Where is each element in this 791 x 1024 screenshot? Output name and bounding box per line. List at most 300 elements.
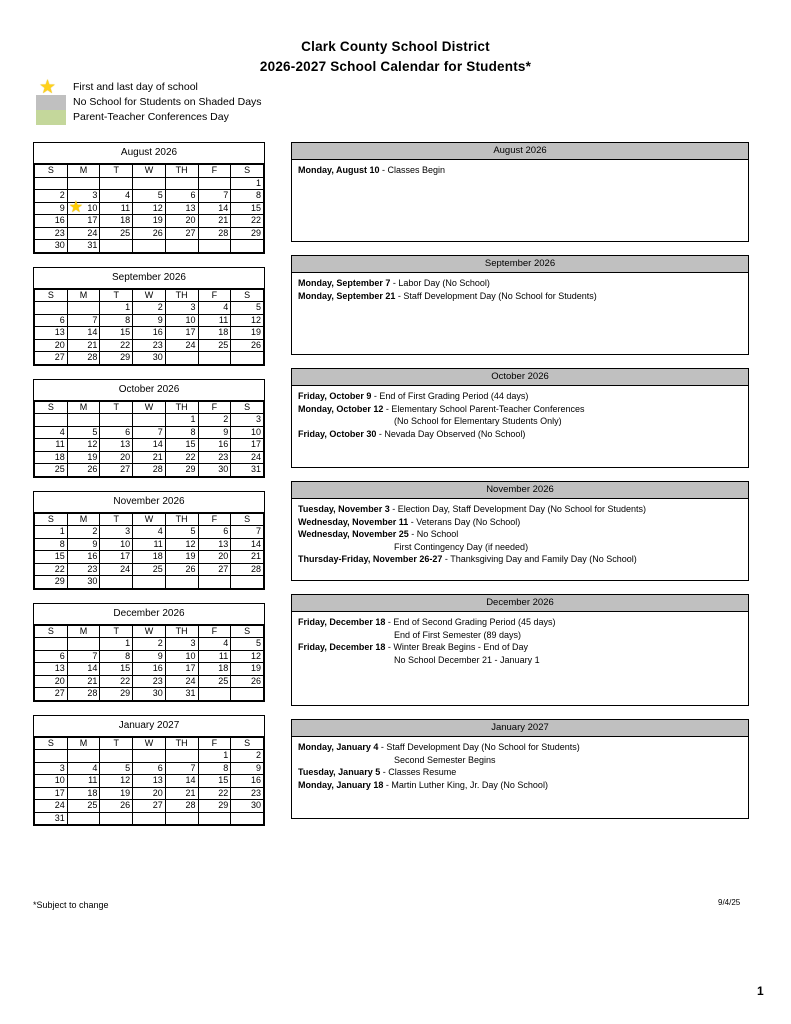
day-number: 9: [255, 762, 261, 773]
weekday-header: S: [231, 165, 264, 178]
weekday-header: T: [100, 401, 133, 414]
day-number: 1: [223, 750, 229, 760]
day-cell: [100, 302, 133, 315]
month-calendar: [33, 379, 265, 478]
empty-cell: [165, 352, 198, 365]
legend-item: [36, 110, 262, 125]
day-cell: [100, 451, 133, 464]
day-number: 12: [250, 650, 261, 661]
day-number: 5: [92, 426, 98, 437]
day-number: 14: [218, 202, 229, 213]
day-cell: [35, 426, 68, 439]
weekday-header-row: [35, 737, 264, 750]
day-number: 6: [59, 650, 65, 661]
empty-cell: [231, 352, 264, 365]
day-cell: [67, 576, 100, 589]
notes-date: Tuesday, November 3: [298, 504, 390, 514]
day-cell: [100, 426, 133, 439]
day-cell: [165, 638, 198, 651]
day-number: 17: [54, 787, 65, 798]
day-cell: [165, 327, 198, 340]
day-number: 24: [87, 227, 98, 238]
day-cell: [165, 451, 198, 464]
empty-cell: [133, 177, 166, 190]
notes-text: - Thanksgiving Day and Family Day (No School): [442, 554, 637, 564]
day-cell: [100, 663, 133, 676]
week-row: [35, 302, 264, 315]
notes-date: Monday, October 12: [298, 403, 384, 414]
day-number: 13: [185, 202, 196, 213]
weekday-header: S: [35, 289, 68, 302]
month-notes: [291, 142, 749, 242]
legend-item-label: First and last day of school: [73, 81, 198, 93]
week-row: [35, 202, 264, 215]
day-number: 2: [157, 302, 163, 312]
day-number: 7: [255, 526, 261, 536]
notes-text: - Staff Development Day (No School for Students): [395, 290, 597, 301]
day-cell: [67, 426, 100, 439]
day-number: 29: [120, 688, 131, 698]
day-number: 2: [223, 414, 229, 424]
day-cell: [67, 663, 100, 676]
day-number: 27: [54, 688, 65, 698]
day-cell: [165, 302, 198, 315]
day-number: 30: [87, 576, 98, 586]
day-cell: [100, 190, 133, 203]
day-number: 30: [250, 800, 261, 810]
day-number: 30: [54, 240, 65, 250]
day-number: 11: [153, 538, 163, 549]
notes-date: Friday, December 18: [298, 642, 386, 652]
day-cell: [35, 688, 68, 701]
notes-line: [298, 766, 742, 779]
week-row: [35, 414, 264, 427]
week-row: [35, 464, 264, 477]
weekday-header: TH: [165, 625, 198, 638]
day-cell: [231, 451, 264, 464]
day-number: 3: [125, 526, 131, 536]
weekday-header: F: [198, 513, 231, 526]
notes-date: Monday, January 18: [298, 779, 384, 790]
empty-cell: [198, 352, 231, 365]
day-cell: [165, 650, 198, 663]
day-number: 12: [87, 439, 98, 449]
day-cell: [67, 327, 100, 340]
day-number: 23: [87, 563, 98, 574]
empty-cell: [165, 240, 198, 253]
day-cell: [133, 327, 166, 340]
day-cell: [165, 215, 198, 228]
day-number: 6: [125, 426, 131, 437]
day-cell: [67, 688, 100, 701]
weekday-header: TH: [165, 165, 198, 178]
day-number: 10: [87, 202, 98, 213]
empty-cell: [133, 414, 166, 427]
day-cell: [100, 439, 133, 452]
day-number: 1: [59, 526, 65, 536]
day-number: 19: [87, 451, 98, 462]
day-cell: [165, 202, 198, 215]
day-number: 28: [185, 800, 196, 810]
day-number: 7: [223, 190, 229, 200]
weekday-header: W: [133, 513, 166, 526]
day-number: 17: [250, 439, 261, 449]
notes-body: [292, 273, 748, 308]
month-title: October 2026: [34, 380, 264, 401]
day-cell: [35, 240, 68, 253]
day-cell: [165, 762, 198, 775]
notes-text: - End of First Grading Period (44 days): [371, 391, 529, 401]
day-cell: [231, 800, 264, 813]
day-cell: [67, 787, 100, 800]
day-cell: [198, 750, 231, 763]
day-cell: [165, 526, 198, 539]
notes-date: Friday, October 9: [298, 391, 372, 401]
day-number: 24: [185, 675, 196, 686]
notes-line: [298, 164, 742, 177]
day-cell: [100, 314, 133, 327]
day-number: 27: [218, 563, 229, 574]
day-cell: [67, 215, 100, 228]
day-cell: [198, 538, 231, 551]
day-cell: [231, 302, 264, 315]
day-cell: [198, 762, 231, 775]
notes-date: Monday, September 7: [298, 278, 391, 288]
day-cell: [133, 426, 166, 439]
empty-cell: [67, 414, 100, 427]
weekday-header: T: [100, 513, 133, 526]
day-number: 13: [152, 775, 163, 785]
day-cell: [67, 464, 100, 477]
day-number: 24: [54, 800, 65, 810]
week-row: [35, 339, 264, 352]
calendar-column: [33, 142, 265, 839]
day-number: 17: [120, 551, 131, 561]
day-cell: [165, 688, 198, 701]
day-cell: [231, 750, 264, 763]
day-cell: [198, 451, 231, 464]
day-number: 14: [152, 439, 163, 449]
empty-cell: [100, 414, 133, 427]
day-cell: [231, 787, 264, 800]
day-number: 12: [120, 775, 131, 785]
day-number: 21: [218, 215, 229, 225]
day-number: 10: [54, 775, 65, 785]
day-number: 14: [87, 663, 98, 673]
notes-date: Monday, January 4: [298, 742, 379, 752]
day-cell: [133, 451, 166, 464]
empty-cell: [231, 688, 264, 701]
day-cell: [67, 339, 100, 352]
legend-item-label: No School for Students on Shaded Days: [73, 96, 262, 108]
day-cell: [35, 563, 68, 576]
notes-date: Tuesday, January 5: [298, 767, 381, 777]
month-grid: [34, 737, 264, 826]
day-cell: [198, 414, 231, 427]
day-number: 5: [157, 190, 163, 200]
day-cell: [198, 551, 231, 564]
week-row: [35, 426, 264, 439]
legend: [36, 77, 262, 125]
weekday-header-row: [35, 513, 264, 526]
notes-column: [291, 142, 749, 832]
day-cell: [100, 762, 133, 775]
day-number: 31: [185, 688, 196, 698]
day-number: 6: [157, 762, 163, 773]
day-cell: [198, 339, 231, 352]
empty-cell: [231, 240, 264, 253]
day-number: 4: [157, 526, 163, 536]
day-number: 27: [54, 352, 65, 362]
month-grid: [34, 164, 264, 253]
day-cell: [231, 775, 264, 788]
day-cell: [67, 762, 100, 775]
empty-cell: [100, 576, 133, 589]
day-cell: [165, 414, 198, 427]
empty-cell: [198, 177, 231, 190]
day-cell: [35, 675, 68, 688]
day-number: 21: [185, 787, 196, 798]
day-number: 12: [152, 202, 163, 213]
day-number: 26: [120, 800, 131, 810]
day-cell: [231, 663, 264, 676]
day-cell: [35, 762, 68, 775]
day-cell: [67, 800, 100, 813]
weekday-header: TH: [165, 401, 198, 414]
day-cell: [100, 551, 133, 564]
day-number: 28: [87, 688, 98, 698]
day-number: 23: [250, 787, 261, 798]
day-number: 25: [54, 464, 65, 474]
day-number: 19: [250, 663, 261, 673]
day-cell: [67, 526, 100, 539]
day-number: 21: [87, 339, 98, 350]
day-cell: [198, 650, 231, 663]
day-cell: [100, 352, 133, 365]
day-cell: [35, 464, 68, 477]
day-cell: [100, 327, 133, 340]
day-cell: [133, 215, 166, 228]
day-cell: [198, 314, 231, 327]
day-number: 3: [190, 302, 196, 312]
day-cell: [35, 227, 68, 240]
weekday-header: M: [67, 513, 100, 526]
empty-cell: [165, 812, 198, 825]
day-cell: [133, 302, 166, 315]
week-row: [35, 227, 264, 240]
day-number: 9: [157, 650, 163, 661]
day-cell: [35, 526, 68, 539]
day-number: 29: [120, 352, 131, 362]
day-cell: [198, 800, 231, 813]
week-row: [35, 762, 264, 775]
day-cell: [133, 675, 166, 688]
day-number: 4: [125, 190, 131, 200]
day-cell: [67, 551, 100, 564]
weekday-header: F: [198, 401, 231, 414]
weekday-header: TH: [165, 513, 198, 526]
weekday-header: F: [198, 289, 231, 302]
empty-cell: [67, 177, 100, 190]
notes-text: - Elementary School Parent-Teacher Conferences: [383, 403, 585, 414]
day-number: 7: [92, 314, 98, 325]
weekday-header: S: [35, 401, 68, 414]
day-number: 9: [92, 538, 98, 549]
empty-cell: [100, 812, 133, 825]
day-cell: [165, 538, 198, 551]
week-row: [35, 215, 264, 228]
day-cell: [67, 775, 100, 788]
notes-body: [292, 160, 748, 183]
day-cell: [67, 352, 100, 365]
empty-cell: [133, 240, 166, 253]
day-cell: [231, 650, 264, 663]
notes-line: [298, 415, 742, 428]
day-cell: [198, 563, 231, 576]
day-cell: [231, 202, 264, 215]
day-number: 13: [218, 538, 229, 549]
day-cell: [67, 227, 100, 240]
day-cell: [231, 227, 264, 240]
day-cell: [231, 762, 264, 775]
notes-text: - End of Second Grading Period (45 days): [385, 617, 556, 627]
day-cell: [133, 563, 166, 576]
month-notes: [291, 719, 749, 819]
day-cell: [35, 775, 68, 788]
weekday-header: M: [67, 401, 100, 414]
day-number: 11: [120, 202, 131, 213]
day-number: 4: [59, 426, 65, 437]
day-number: 28: [152, 464, 163, 474]
empty-cell: [100, 177, 133, 190]
day-number: 23: [152, 339, 163, 350]
day-cell: [133, 787, 166, 800]
notes-text: First Contingency Day (if needed): [394, 541, 529, 552]
day-number: 15: [250, 202, 261, 213]
weekday-header-row: [35, 401, 264, 414]
day-number: 5: [190, 526, 196, 536]
empty-cell: [198, 240, 231, 253]
day-number: 15: [120, 663, 131, 673]
day-number: 31: [54, 812, 65, 823]
day-number: 8: [223, 762, 229, 773]
weekday-header: S: [231, 625, 264, 638]
notes-date: Thursday-Friday, November 26-27: [298, 554, 443, 564]
day-number: 15: [218, 775, 229, 785]
weekday-header: M: [67, 737, 100, 750]
legend-item-label: Parent-Teacher Conferences Day: [73, 111, 229, 123]
empty-cell: [198, 812, 231, 825]
day-cell: [165, 800, 198, 813]
week-row: [35, 551, 264, 564]
notes-text: End of First Semester (89 days): [394, 629, 522, 640]
day-number: 9: [59, 202, 65, 213]
day-cell: [133, 526, 166, 539]
notes-text: - Labor Day (No School): [390, 278, 490, 288]
week-row: [35, 538, 264, 551]
week-row: [35, 439, 264, 452]
day-number: 28: [87, 352, 98, 362]
weekday-header-row: [35, 165, 264, 178]
day-cell: [231, 314, 264, 327]
day-number: 27: [185, 227, 196, 238]
week-row: [35, 787, 264, 800]
day-number: 1: [255, 177, 261, 188]
day-number: 8: [190, 426, 196, 437]
empty-cell: [67, 750, 100, 763]
page-number: 1: [757, 984, 764, 998]
notes-body: [292, 499, 748, 572]
week-row: [35, 526, 264, 539]
week-row: [35, 190, 264, 203]
day-number: 13: [54, 327, 65, 337]
empty-cell: [35, 750, 68, 763]
notes-date: Wednesday, November 25: [298, 529, 409, 539]
day-number: 2: [255, 750, 261, 760]
day-cell: [165, 551, 198, 564]
day-number: 30: [152, 688, 163, 698]
day-number: 22: [218, 787, 229, 798]
notes-line: [298, 541, 742, 554]
empty-cell: [35, 638, 68, 651]
empty-cell: [133, 812, 166, 825]
day-number: 29: [218, 800, 229, 810]
notes-text: - Election Day, Staff Development Day (No School for Students): [389, 504, 646, 514]
day-cell: [231, 563, 264, 576]
day-number: 30: [218, 464, 229, 474]
day-cell: [133, 688, 166, 701]
day-number: 18: [54, 451, 65, 462]
day-number: 22: [120, 339, 131, 350]
day-cell: [35, 663, 68, 676]
subject-to-change-note: *Subject to change: [33, 900, 109, 910]
day-number: 11: [218, 314, 229, 325]
day-cell: [198, 190, 231, 203]
weekday-header: F: [198, 625, 231, 638]
star-glyph: ★: [39, 77, 57, 98]
day-number: 23: [54, 227, 65, 238]
empty-cell: [231, 576, 264, 589]
day-number: 3: [92, 190, 98, 200]
day-number: 24: [185, 339, 196, 350]
day-cell: [100, 215, 133, 228]
day-cell: [231, 538, 264, 551]
day-number: 24: [250, 451, 261, 462]
notes-line: [298, 290, 742, 303]
day-number: 29: [250, 227, 261, 238]
empty-cell: [198, 688, 231, 701]
weekday-header: TH: [165, 289, 198, 302]
notes-title: November 2026: [292, 482, 748, 499]
day-number: 16: [152, 327, 163, 337]
day-number: 26: [250, 339, 261, 350]
notes-text: - Classes Resume: [380, 767, 457, 777]
day-cell: [100, 202, 133, 215]
notes-line: [298, 629, 742, 642]
month-notes: [291, 594, 749, 706]
day-number: 11: [55, 439, 65, 449]
notes-text: - Veterans Day (No School): [408, 516, 521, 527]
weekday-header: F: [198, 737, 231, 750]
day-cell: [67, 650, 100, 663]
notes-text: - Staff Development Day (No School for Students): [378, 742, 580, 752]
day-cell: [133, 227, 166, 240]
day-number: 16: [152, 663, 163, 673]
notes-date: Wednesday, November 11: [298, 516, 409, 527]
day-cell: [67, 314, 100, 327]
notes-title: August 2026: [292, 143, 748, 160]
day-number: 28: [250, 563, 261, 574]
